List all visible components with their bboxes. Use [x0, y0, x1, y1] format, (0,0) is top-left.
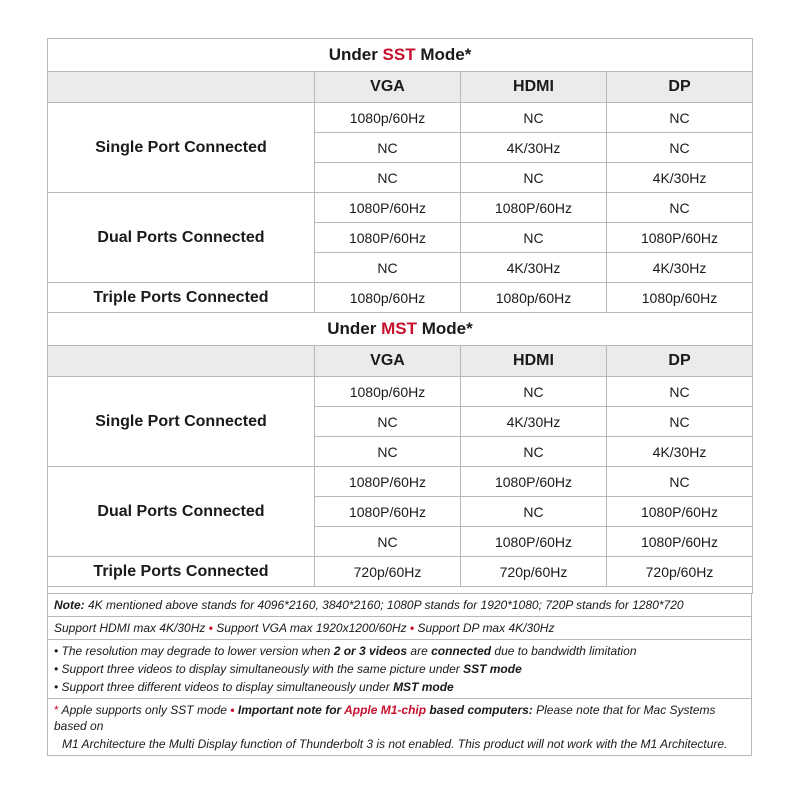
separator-dot: •: [208, 621, 213, 635]
bullet-text: • Support three different videos to display simultaneously under: [54, 680, 394, 694]
bullet-text: • Support three videos to display simultaneously with the same picture under: [54, 662, 464, 676]
apple-sst-text: Apple supports only SST mode: [58, 703, 231, 717]
bullet-mst: [54, 678, 745, 696]
title-suffix: Mode*: [417, 319, 473, 338]
resolution-cell: NC: [461, 437, 607, 467]
resolution-cell: 4K/30Hz: [607, 253, 753, 283]
resolution-cell: NC: [607, 407, 753, 437]
resolution-table: [47, 38, 753, 594]
resolution-cell: 4K/30Hz: [461, 407, 607, 437]
bullet-text: are: [407, 644, 432, 658]
bullet-bold: 2 or 3 videos: [333, 644, 408, 658]
resolution-cell: NC: [315, 527, 461, 557]
title-suffix: Mode*: [415, 45, 472, 64]
resolution-cell: NC: [461, 377, 607, 407]
resolution-cell: 4K/30Hz: [607, 437, 753, 467]
resolution-cell: 1080p/60Hz: [607, 283, 753, 313]
resolution-cell: 1080P/60Hz: [461, 527, 607, 557]
resolution-cell: 1080P/60Hz: [461, 193, 607, 223]
bullet-bold: connected: [431, 644, 492, 658]
row-group-label: Triple Ports Connected: [48, 557, 315, 587]
resolution-cell: NC: [607, 467, 753, 497]
table-row: [48, 467, 753, 497]
table-row: [48, 103, 753, 133]
row-group-label: Dual Ports Connected: [48, 467, 315, 557]
separator-dot: •: [230, 703, 235, 717]
important-label: Important note for: [234, 703, 345, 717]
support-hdmi: Support HDMI max 4K/30Hz: [54, 621, 206, 635]
resolution-cell: NC: [607, 103, 753, 133]
title-prefix: Under: [327, 319, 382, 338]
table-row: [48, 193, 753, 223]
resolution-cell: NC: [315, 253, 461, 283]
resolution-cell: NC: [461, 103, 607, 133]
bullet-text: due to bandwidth limitation: [491, 644, 637, 658]
resolution-cell: 1080P/60Hz: [607, 223, 753, 253]
resolution-cell: 4K/30Hz: [461, 133, 607, 163]
mode-name: SST: [382, 45, 416, 64]
column-header: DP: [607, 346, 753, 377]
resolution-cell: 1080P/60Hz: [461, 467, 607, 497]
resolution-cell: 720p/60Hz: [607, 557, 753, 587]
footer-text: M1 Architecture the Multi Display function of Thunderbolt 3 is not enabled. This product will not work with the M1 Architecture.: [62, 737, 728, 751]
column-header: HDMI: [461, 346, 607, 377]
resolution-cell: NC: [461, 163, 607, 193]
resolution-cell: 1080p/60Hz: [315, 377, 461, 407]
m1-chip-label: Apple M1-chip: [344, 703, 427, 717]
note-label: Note:: [54, 598, 85, 612]
resolution-cell: 1080p/60Hz: [315, 283, 461, 313]
header-blank-cell: [48, 72, 315, 103]
support-dp: Support DP max 4K/30Hz: [417, 621, 555, 635]
bullet-text: • The resolution may degrade to lower version when: [54, 644, 334, 658]
row-group-label: Triple Ports Connected: [48, 283, 315, 313]
bullet-bandwidth: [54, 642, 745, 660]
asterisk: *: [54, 703, 59, 717]
resolution-cell: 1080P/60Hz: [607, 527, 753, 557]
column-header: HDMI: [461, 72, 607, 103]
resolution-cell: 720p/60Hz: [461, 557, 607, 587]
footer-line-2: [54, 735, 745, 753]
resolution-cell: NC: [607, 377, 753, 407]
resolution-cell: 1080P/60Hz: [607, 497, 753, 527]
row-group-label: Single Port Connected: [48, 103, 315, 193]
footer-note: [48, 698, 751, 755]
mst-title-row: [48, 313, 753, 346]
table-row: [48, 377, 753, 407]
bullet-sst: [54, 660, 745, 678]
resolution-cell: 1080P/60Hz: [315, 193, 461, 223]
support-vga: Support VGA max 1920x1200/60Hz: [216, 621, 407, 635]
header-blank-cell: [48, 346, 315, 377]
resolution-cell: 720p/60Hz: [315, 557, 461, 587]
note-text: 4K mentioned above stands for 4096*2160, 3840*2160; 1080P stands for 1920*1080; 720P stands for 1280*720: [84, 598, 684, 612]
resolution-cell: NC: [607, 193, 753, 223]
sst-title-row: [48, 39, 753, 72]
column-header: VGA: [315, 72, 461, 103]
mst-mode-title: [48, 313, 753, 346]
mode-name: MST: [381, 319, 417, 338]
resolution-cell: NC: [315, 133, 461, 163]
bullet-bold: MST mode: [393, 680, 454, 694]
resolution-cell: 4K/30Hz: [607, 163, 753, 193]
row-group-label: Single Port Connected: [48, 377, 315, 467]
resolution-cell: NC: [315, 437, 461, 467]
row-group-label: Dual Ports Connected: [48, 193, 315, 283]
mst-header-row: [48, 346, 753, 377]
support-max-line: [48, 616, 751, 639]
resolution-cell: NC: [607, 133, 753, 163]
separator-dot: •: [409, 621, 415, 635]
based-computers-label: based computers:: [426, 703, 533, 717]
bullet-bold: SST mode: [463, 662, 522, 676]
resolution-cell: NC: [315, 407, 461, 437]
column-header: VGA: [315, 346, 461, 377]
footer-text: Please note that for Mac Systems based on: [54, 703, 716, 733]
sst-mode-title: [48, 39, 753, 72]
resolution-cell: NC: [315, 163, 461, 193]
bullet-notes: [48, 639, 751, 698]
table-row: [48, 557, 753, 587]
resolution-cell: 4K/30Hz: [461, 253, 607, 283]
notes-section: [47, 594, 752, 756]
resolution-cell: 1080p/60Hz: [461, 283, 607, 313]
compatibility-sheet: [47, 38, 752, 756]
spacer-cell: [48, 587, 753, 594]
spacer-row: [48, 587, 753, 594]
resolution-cell: NC: [461, 497, 607, 527]
note-definitions: [48, 594, 751, 616]
title-prefix: Under: [328, 45, 383, 64]
resolution-cell: 1080P/60Hz: [315, 223, 461, 253]
sst-header-row: [48, 72, 753, 103]
table-row: [48, 283, 753, 313]
resolution-cell: 1080P/60Hz: [315, 497, 461, 527]
resolution-cell: 1080p/60Hz: [315, 103, 461, 133]
column-header: DP: [607, 72, 753, 103]
resolution-cell: 1080P/60Hz: [315, 467, 461, 497]
footer-line-1: [54, 701, 745, 735]
resolution-cell: NC: [461, 223, 607, 253]
